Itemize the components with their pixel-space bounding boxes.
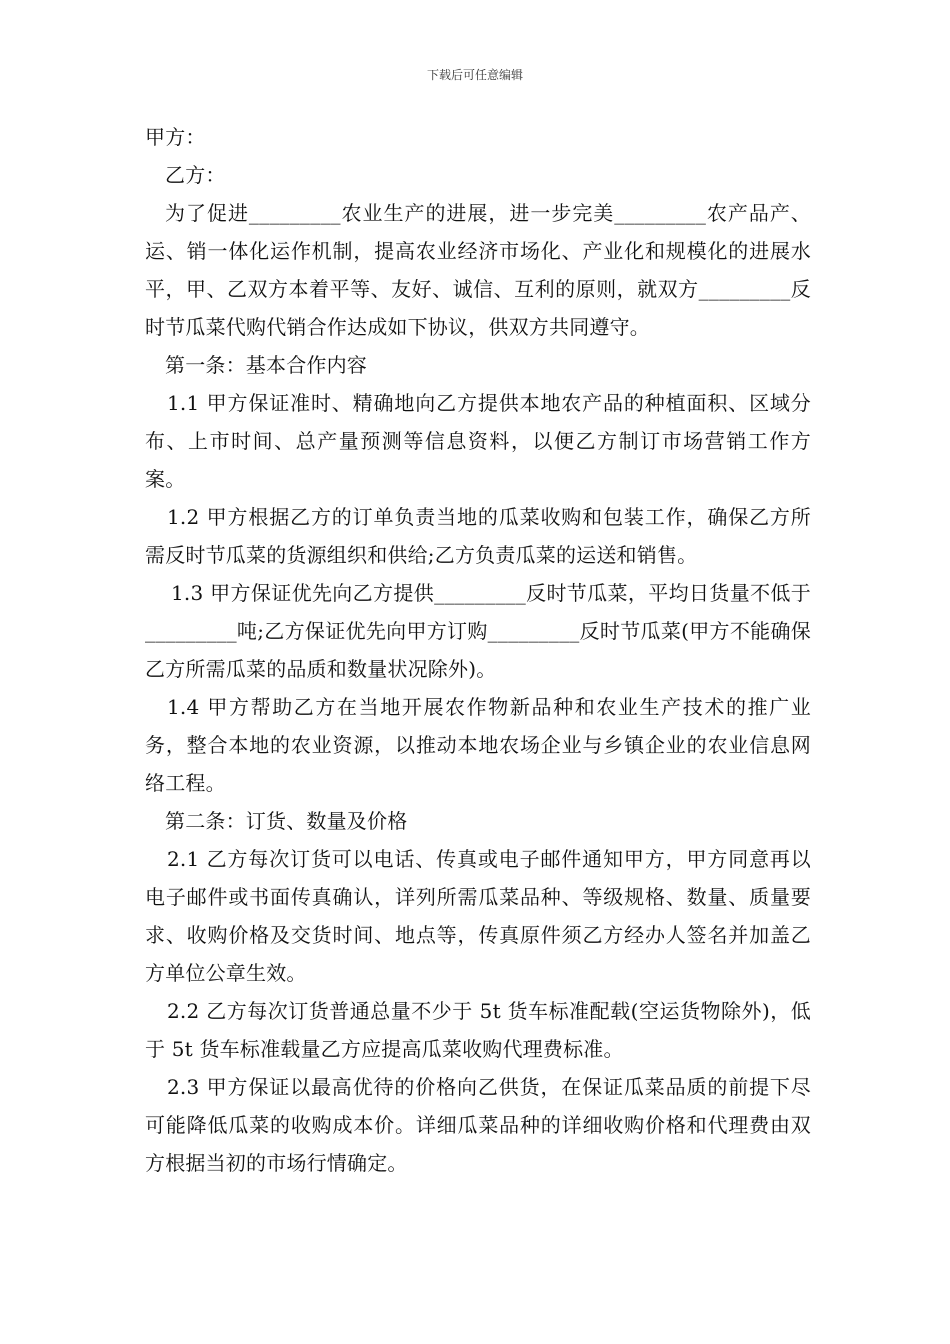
party-b-label: 乙方：	[165, 163, 226, 187]
clause-1-1: 1.1 甲方保证准时、精确地向乙方提供本地农产品的种植面积、区域分布、上市时间、总产量预测等信息资料，以便乙方制订市场营销工作方案。	[145, 391, 811, 491]
page-header: 下载后可任意编辑	[426, 68, 523, 82]
clause-1-4: 1.4 甲方帮助乙方在当地开展农作物新品种和农业生产技术的推广业务，整合本地的农业资源，以推动本地农场企业与乡镇企业的农业信息网络工程。	[145, 695, 811, 795]
clause-2-3: 2.3 甲方保证以最高优待的价格向乙供货，在保证瓜菜品质的前提下尽可能降低瓜菜的收购成本价。详细瓜菜品种的详细收购价格和代理费由双方根据当初的市场行情确定。	[145, 1075, 811, 1175]
clause-1-2: 1.2 甲方根据乙方的订单负责当地的瓜菜收购和包装工作，确保乙方所需反时节瓜菜的货源组织和供给;乙方负责瓜菜的运送和销售。	[145, 505, 811, 567]
article-1-heading: 第一条：基本合作内容	[165, 353, 367, 377]
document-body	[145, 118, 811, 1182]
preamble-paragraph: 为了促进_________农业生产的进展，进一步完美_________农产品产、运、销一体化运作机制，提高农业经济市场化、产业化和规模化的进展水平，甲、乙双方本着平等、友好、诚信、互利的原则，就双方_________反时节瓜菜代购代销合作达成如下协议，供双方共同遵守。	[145, 201, 811, 339]
clause-2-2: 2.2 乙方每次订货普通总量不少于 5t 货车标准配载(空运货物除外)，低于 5t 货车标准载量乙方应提高瓜菜收购代理费标准。	[145, 999, 811, 1061]
party-a-label: 甲方：	[145, 125, 206, 149]
article-2-heading: 第二条：订货、数量及价格	[165, 809, 408, 833]
clause-2-1: 2.1 乙方每次订货可以电话、传真或电子邮件通知甲方，甲方同意再以电子邮件或书面传真确认，详列所需瓜菜品种、等级规格、数量、质量要求、收购价格及交货时间、地点等，传真原件须乙方经办人签名并加盖乙方单位公章生效。	[145, 847, 811, 985]
clause-1-3: 1.3 甲方保证优先向乙方提供_________反时节瓜菜，平均日货量不低于_________吨;乙方保证优先向甲方订购_________反时节瓜菜(甲方不能确保乙方所需瓜菜的品质和数量状况除外)。	[145, 581, 811, 681]
